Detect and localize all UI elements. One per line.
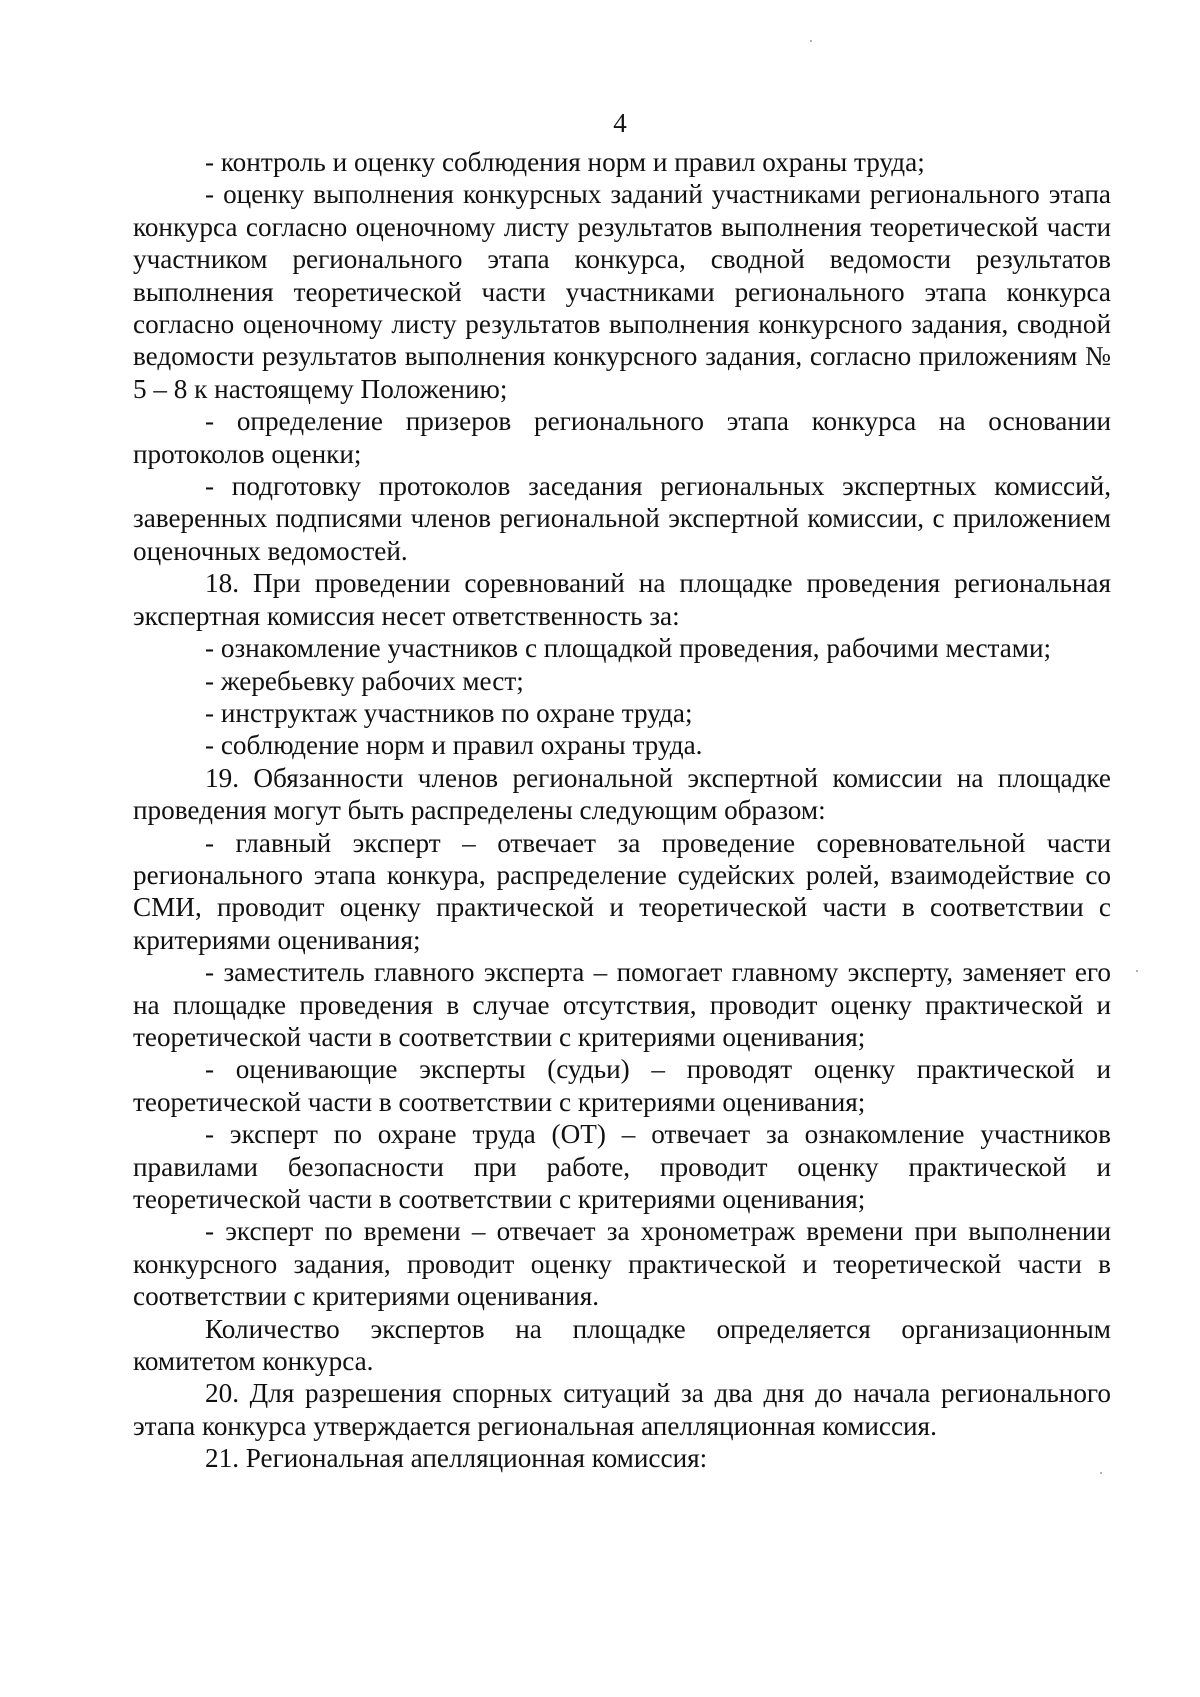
paragraph-safety-rules: - соблюдение норм и правил охраны труда. — [205, 730, 703, 761]
scan-speck — [1136, 970, 1138, 972]
paragraph-judges: - оценивающие эксперты (судьи) – проводят оценку практической и теоретической части в соответствии с критериями оценивания; — [133, 1054, 1111, 1117]
paragraph-deputy-expert: - заместитель главного эксперта – помогает главному эксперту, заменяет его на площадке проведения в случае отсутствия, проводит оценку практической и теоретической части в соответствии с критериями оценивания; — [133, 957, 1111, 1052]
scan-speck — [1100, 1472, 1102, 1474]
document-body — [133, 146, 1111, 1475]
scan-speck — [810, 40, 812, 42]
paragraph-item-21: 21. Региональная апелляционная комиссия: — [205, 1443, 708, 1474]
paragraph-item-20: 20. Для разрешения спорных ситуаций за два дня до начала регионального этапа конкурса утверждается региональная апелляционная комиссия. — [133, 1378, 1111, 1441]
paragraph-draw: - жеребьевку рабочих мест; — [205, 665, 524, 696]
paragraph-protocols: - подготовку протоколов заседания региональных экспертных комиссий, заверенных подписями членов региональной экспертной комиссии, с приложением оценочных ведомостей. — [133, 471, 1111, 566]
page-number: 4 — [613, 108, 627, 138]
paragraph-winners: - определение призеров регионального этапа конкурса на основании протоколов оценки; — [133, 406, 1111, 469]
paragraph-task-evaluation: - оценку выполнения конкурсных заданий участниками регионального этапа конкурса согласно оценочному листу результатов выполнения теоретической части участником регионального этапа конкурса, сводной ведомости результатов выполнения теоретической части участниками регионального этапа конкурса согласно оценочному листу результатов выполнения конкурсного задания, сводной ведомости результатов выполнения конкурсного задания, согласно приложениям № 5 – 8 к настоящему Положению; — [133, 179, 1111, 404]
paragraph-expert-count: Количество экспертов на площадке определяется организационным комитетом конкурса. — [133, 1313, 1111, 1377]
paragraph-safety-expert: - эксперт по охране труда (ОТ) – отвечает за ознакомление участников правилами безопасности при работе, проводит оценку практической и теоретической части в соответствии с критериями оценивания; — [133, 1119, 1111, 1214]
paragraph-chief-expert: - главный эксперт – отвечает за проведение соревновательной части регионального этапа конкура, распределение судейских ролей, взаимодействие со СМИ, проводит оценку практической и теоретической части в соответствии с критериями оценивания; — [133, 827, 1111, 955]
paragraph-briefing: - инструктаж участников по охране труда; — [205, 697, 693, 728]
paragraph-item-18: 18. При проведении соревнований на площадке проведения региональная экспертная комиссия несет ответственность за: — [133, 568, 1111, 631]
paragraph-labor-control: - контроль и оценку соблюдения норм и правил охраны труда; — [205, 147, 925, 177]
paragraph-time-expert: - эксперт по времени – отвечает за хронометраж времени при выполнении конкурсного задания, проводит оценку практической и теоретической части в соответствии с критериями оценивания. — [133, 1216, 1111, 1312]
paragraph-venue-familiarization: - ознакомление участников с площадкой проведения, рабочими местами; — [205, 633, 1052, 664]
paragraph-item-19: 19. Обязанности членов региональной экспертной комиссии на площадке проведения могут быть распределены следующим образом: — [133, 762, 1111, 826]
